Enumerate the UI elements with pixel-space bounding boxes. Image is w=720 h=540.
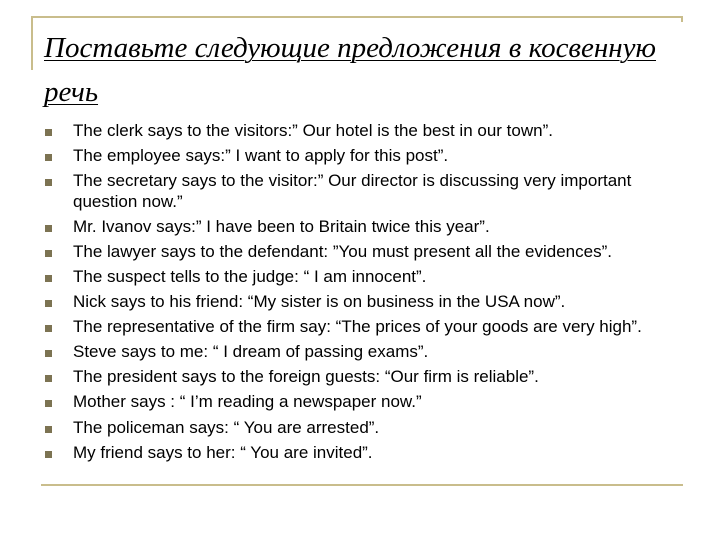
- list-item-text: The employee says:” I want to apply for this post”.: [73, 146, 449, 166]
- square-bullet-icon: [45, 375, 52, 382]
- list-item: [40, 418, 690, 439]
- square-bullet-icon: [45, 129, 52, 136]
- square-bullet-icon: [45, 154, 52, 161]
- list-item-text: Steve says to me: “ I dream of passing exams”.: [73, 342, 429, 362]
- list-item-text: The clerk says to the visitors:” Our hotel is the best in our town”.: [73, 121, 553, 140]
- list-item: [40, 317, 690, 338]
- square-bullet-icon: [45, 179, 52, 186]
- square-bullet-icon: [45, 426, 52, 433]
- square-bullet-icon: [45, 350, 52, 357]
- list-item: [40, 267, 690, 288]
- list-item-text: The policeman says: “ You are arrested”.: [73, 417, 380, 437]
- sentence-list: [40, 121, 690, 468]
- list-item: [40, 392, 690, 413]
- square-bullet-icon: [45, 325, 52, 332]
- frame-top-line: [31, 16, 683, 18]
- list-item-text: Mother says : “ I’m reading a newspaper now.”: [73, 392, 422, 412]
- list-item: [40, 367, 690, 388]
- square-bullet-icon: [45, 225, 52, 232]
- list-item: [40, 242, 690, 263]
- list-item-text: The representative of the firm say: “The prices of your goods are very high”.: [73, 317, 642, 337]
- frame-left-line: [31, 16, 33, 70]
- list-item: [40, 217, 690, 238]
- square-bullet-icon: [45, 275, 52, 282]
- list-item-text: The suspect tells to the judge: “ I am innocent”.: [73, 266, 427, 286]
- list-item-text: My friend says to her: “ You are invited”.: [73, 442, 373, 462]
- list-item: [40, 342, 690, 363]
- square-bullet-icon: [45, 451, 52, 458]
- list-item: [40, 443, 690, 464]
- list-item: [40, 171, 690, 212]
- list-item-text: Nick says to his friend: “My sister is on business in the USA now”.: [73, 292, 566, 312]
- list-item-text: The president says to the foreign guests: “Our firm is reliable”.: [73, 367, 539, 387]
- frame-right-line: [681, 16, 683, 22]
- list-item: [40, 146, 690, 167]
- frame-bottom-line: [41, 484, 683, 486]
- list-item-text: Mr. Ivanov says:” I have been to Britain twice this year”.: [73, 216, 490, 236]
- square-bullet-icon: [45, 250, 52, 257]
- square-bullet-icon: [45, 400, 52, 407]
- list-item-text: The lawyer says to the defendant: ”You must present all the evidences”.: [73, 241, 612, 261]
- square-bullet-icon: [45, 300, 52, 307]
- list-item: [40, 121, 690, 142]
- slide-title: Поставьте следующие предложения в косвенную речь: [44, 32, 656, 108]
- list-item-text: The secretary says to the visitor:” Our director is discussing very important question now.”: [73, 171, 632, 211]
- list-item: [40, 292, 690, 313]
